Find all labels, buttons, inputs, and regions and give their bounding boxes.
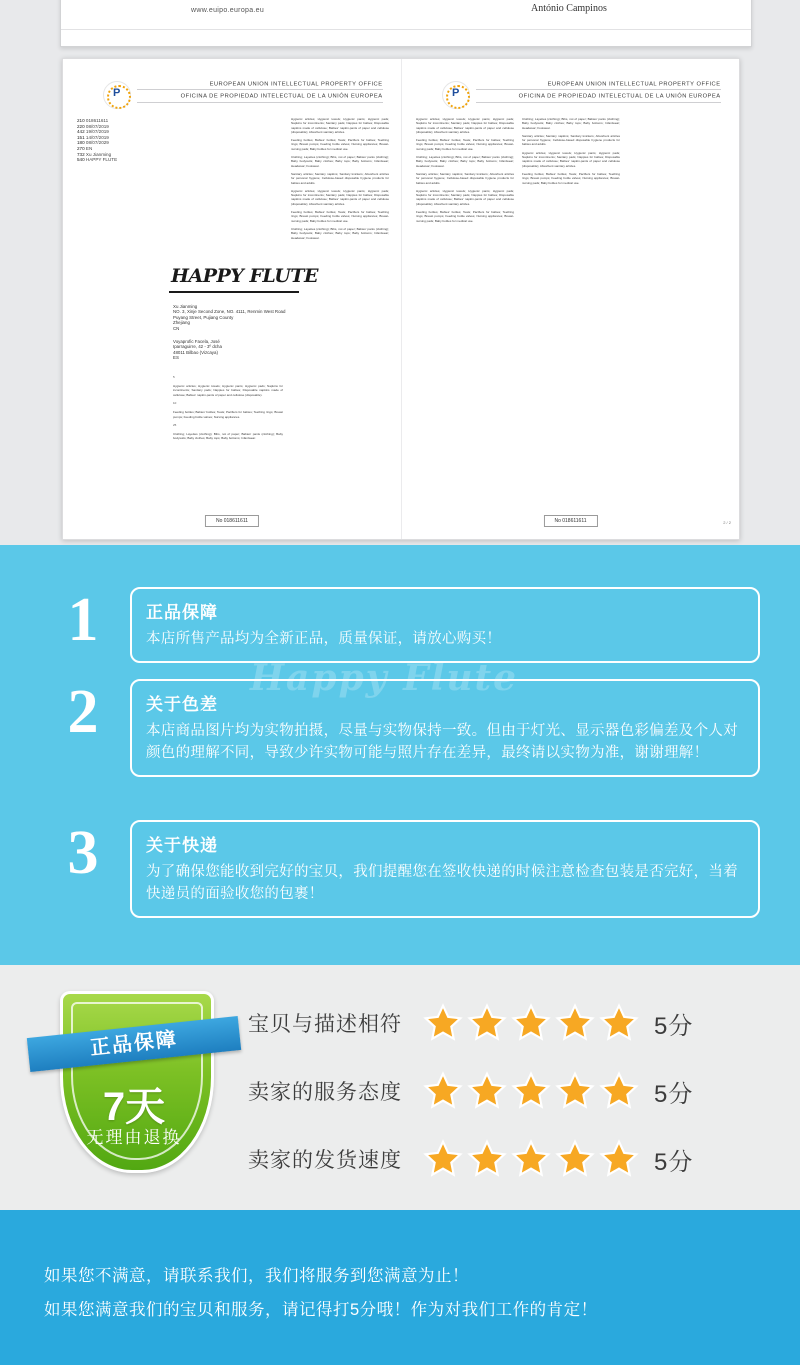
rating-score: 5分 <box>654 1080 694 1108</box>
address-line: NO. 3, Xinje Second Zone, NO. 4111, Renmin West Road <box>173 309 286 315</box>
trademark-brand: HAPPY FLUTE <box>171 265 318 287</box>
certificate-body-column <box>291 117 389 244</box>
star-icon <box>598 1071 640 1111</box>
certificate-body-column <box>416 117 514 227</box>
star-icon <box>554 1071 596 1111</box>
notice-text: 本店所售产品均为全新正品，质量保证，请放心购买！ <box>146 631 502 647</box>
address-line: Xu Jianming <box>173 304 198 310</box>
body-paragraph: Feeding bottles; Babies' bottles; Teats; Pacifiers for babies; Teething rings; Breast pumps; Feeding bottle valves; Nursing appliances; Breast-nursing pads; Baby bottles for medical use. <box>522 171 620 185</box>
certificate-header <box>416 75 725 119</box>
star-icon <box>510 1139 552 1179</box>
return-days: 7天 <box>102 1085 166 1129</box>
euipo-url: www.euipo.europa.eu <box>191 7 265 14</box>
certificate-number-badge: No 018611611 <box>543 515 597 527</box>
notice-box <box>130 587 760 663</box>
class-number: 5 <box>173 375 175 379</box>
page-number: 2 / 2 <box>723 520 731 525</box>
body-paragraph: Sanitary articles; Sanitary napkins; Sanitary knickers; Absorbent articles for personal hygiene; Cellulose-based disposable hygiene products for babies and adults. <box>416 171 514 185</box>
return-policy-label: 无理由退换 <box>86 1128 182 1147</box>
certificate-body-column <box>522 117 620 189</box>
class-text: Clothing; Layettes (clothing); Bibs, not of paper; Babies' pants (clothing); Baby bodysuits; Baby clothes; Baby tops; Baby bottoms; Infantwear. <box>173 432 283 441</box>
certificate-page-right <box>401 59 739 539</box>
body-paragraph: Feeding bottles; Babies' bottles; Teats; Pacifiers for babies; Teething rings; Breast pumps; Feeding bottle valves; Nursing appliances; Breast-nursing pads; Baby bottles for medical use. <box>416 210 514 223</box>
notice-box <box>130 679 760 777</box>
footer-text-line-1: 如果您不满意，请联系我们，我们将服务到您满意为止！ <box>44 1267 469 1285</box>
body-paragraph: Feeding bottles; Babies' bottles; Teats; Pacifiers for babies; Teething rings; Breast pumps; Feeding bottle valves; Nursing appliances; Breast-nursing pads; Baby bottles for medical use. <box>291 138 389 151</box>
body-paragraph: Clothing; Layettes (clothing); Bibs, not of paper; Babies' pants (clothing); Baby bodysuits; Baby clothes; Baby tops; Baby bottoms; Infantwear; Headwear; Footwear. <box>291 226 389 240</box>
certificate-spread <box>62 58 740 540</box>
certificate-top-page <box>60 0 752 47</box>
star-rating <box>422 1003 640 1043</box>
certificate-office-names <box>181 80 383 105</box>
notice-number: 2 <box>67 678 99 746</box>
star-icon <box>598 1003 640 1043</box>
address-line: Zhejiang <box>173 320 190 326</box>
notice-number: 1 <box>67 586 99 654</box>
body-paragraph: Hygienic articles; Hygienic towels; Hygienic pants; Hygienic pads; Napkins for incontinents; Sanitary pads; Nappies for babies; Disposable napkins made of cellulose; Babies' napkin-pants of paper and cellulose (disposable); Absorbent sanitary articles. <box>522 150 620 168</box>
class-text: Hygienic articles; Hygienic towels; Hygienic pants; Hygienic pads; Napkins for incontinents; Sanitary pads; Nappies for babies; Disposable napkins made of cellulose; Babies' napkin-pants of paper and cellulose (disposable). <box>173 384 283 397</box>
body-paragraph: Feeding bottles; Babies' bottles; Teats; Pacifiers for babies; Teething rings; Breast pumps; Feeding bottle valves; Nursing appliances; Breast-nursing pads; Baby bottles for medical use. <box>291 210 389 223</box>
notice-section <box>0 545 800 965</box>
notice-box <box>130 820 760 918</box>
notice-title: 关于快递 <box>146 836 218 855</box>
body-paragraph: Hygienic articles; Hygienic towels; Hygienic pants; Hygienic pads; Napkins for incontinents; Sanitary pads; Nappies for babies; Disposable napkins made of cellulose; Babies' napkin-pants of paper and cellulose (disposable); Absorbent sanitary articles. <box>291 188 389 206</box>
brand-watermark: Happy Flute <box>250 657 519 699</box>
star-icon <box>422 1003 464 1043</box>
notice-text: 为了确保您能收到完好的宝贝，我们提醒您在签收快递的时候注意检查包装是否完好，当着快递员的面验收您的包裹！ <box>146 864 738 902</box>
rep-line: ES <box>173 355 179 361</box>
rating-row <box>248 1057 778 1125</box>
notice-item-3 <box>40 820 760 918</box>
rating-section <box>0 965 800 1210</box>
rating-row <box>248 989 778 1057</box>
rep-line: 48011 Bilbao (Vizcaya) <box>173 350 218 356</box>
office-name-es: OFICINA DE PROPIEDAD INTELECTUAL DE LA UNIÓN EUROPEA <box>519 92 721 99</box>
rating-label: 卖家的服务态度 <box>248 1081 402 1104</box>
nice-classification-list <box>173 375 283 445</box>
rep-line: Iparraguirre, 42 - 3º dcha <box>173 344 222 350</box>
body-paragraph: Clothing; Layettes (clothing); Bibs, not of paper; Babies' pants (clothing); Baby bodysuits; Baby clothes; Baby tops; Baby bottoms; Infantwear; Headwear; Footwear. <box>416 155 514 168</box>
rating-label: 卖家的发货速度 <box>248 1149 402 1172</box>
certificate-section <box>0 0 800 545</box>
rep-line: Voyaprofic Facela, José <box>173 339 220 345</box>
body-paragraph: Hygienic articles; Hygienic towels; Hygienic pants; Hygienic pads; Napkins for incontinents; Sanitary pads; Nappies for babies; Disposable napkins made of cellulose; Babies' napkin-pants of paper and cellulose (disposable); Absorbent sanitary articles. <box>416 117 514 134</box>
rating-label: 宝贝与描述相符 <box>248 1013 402 1036</box>
star-icon <box>466 1003 508 1043</box>
body-paragraph: Hygienic articles; Hygienic towels; Hygienic pants; Hygienic pads; Napkins for incontinents; Sanitary pads; Nappies for babies; Disposable napkins made of cellulose; Babies' napkin-pants of paper and cellulose (disposable); Absorbent sanitary articles. <box>291 117 389 134</box>
office-name-es: OFICINA DE PROPIEDAD INTELECTUAL DE LA UNIÓN EUROPEA <box>181 92 383 99</box>
star-icon <box>466 1139 508 1179</box>
certificate-office-names <box>519 80 721 105</box>
rating-score: 5分 <box>654 1012 694 1040</box>
certificate-number-badge: No 018611611 <box>205 515 259 527</box>
signer-name: António Campinos <box>531 3 607 14</box>
star-icon <box>422 1139 464 1179</box>
guarantee-shield-badge <box>34 983 234 1183</box>
meta-row: 270 EN <box>77 145 93 152</box>
notice-item-2 <box>40 679 760 777</box>
notice-text: 本店商品图片均为实物拍摄，尽量与实物保持一致。但由于灯光、显示器色彩偏差及个人对颜色的理解不同，导致少许实物可能与照片存在差异，最终请以实物为准，谢谢理解！ <box>146 723 738 761</box>
euipo-logo-icon: P <box>442 81 470 109</box>
body-paragraph: Feeding bottles; Babies' bottles; Teats; Pacifiers for babies; Teething rings; Breast pumps; Feeding bottle valves; Nursing appliances; Breast-nursing pads; Baby bottles for medical use. <box>416 138 514 151</box>
meta-row: 442 19/07/2019 <box>77 129 109 135</box>
office-name-en: EUROPEAN UNION INTELLECTUAL PROPERTY OFFICE <box>210 80 383 87</box>
class-text: Feeding bottles; Babies' bottles; Teats; Pacifiers for babies; Teething rings; Breast pumps; Feeding bottle valves; Nursing appliances. <box>173 410 283 419</box>
meta-row: 151 14/07/2019 <box>77 134 109 141</box>
meta-row: 732 Xu Jianming <box>77 151 112 157</box>
body-paragraph: Hygienic articles; Hygienic towels; Hygienic pants; Hygienic pads; Napkins for incontinents; Sanitary pads; Nappies for babies; Disposable napkins made of cellulose; Babies' napkin-pants of paper and cellulose (disposable); Absorbent sanitary articles. <box>416 188 514 206</box>
body-paragraph: Clothing; Layettes (clothing); Bibs, not of paper; Babies' pants (clothing); Baby bodysuits; Baby clothes; Baby tops; Baby bottoms; Infantwear; Headwear; Footwear. <box>522 117 620 130</box>
meta-row: 210 018611611 <box>77 118 109 124</box>
euipo-logo-icon: P <box>103 81 131 109</box>
star-rating <box>422 1071 640 1111</box>
rating-row <box>248 1125 778 1193</box>
star-icon <box>554 1139 596 1179</box>
notice-title: 正品保障 <box>146 603 218 622</box>
ribbon-label: 正品保障 <box>89 1028 179 1060</box>
rating-score: 5分 <box>654 1148 694 1176</box>
divider <box>61 29 751 30</box>
star-icon <box>554 1003 596 1043</box>
class-number: 25 <box>173 423 177 428</box>
class-number: 10 <box>173 401 177 406</box>
body-paragraph: Sanitary articles; Sanitary napkins; Sanitary knickers; Absorbent articles for personal hygiene; Cellulose-based disposable hygiene products for babies and adults. <box>291 171 389 185</box>
address-line: Puyang Street, Pujiang County <box>173 315 234 321</box>
star-icon <box>422 1071 464 1111</box>
notice-number: 3 <box>67 819 99 887</box>
star-rating <box>422 1139 640 1179</box>
body-paragraph: Sanitary articles; Sanitary napkins; Sanitary knickers; Absorbent articles for personal hygiene; Cellulose-based disposable hygiene products for babies and adults. <box>522 133 620 147</box>
star-icon <box>598 1139 640 1179</box>
body-paragraph: Clothing; Layettes (clothing); Bibs, not of paper; Babies' pants (clothing); Baby bodysuits; Baby clothes; Baby tops; Baby bottoms; Infantwear; Headwear; Footwear. <box>291 155 389 168</box>
divider <box>169 291 299 293</box>
address-line: CN <box>173 325 180 332</box>
star-icon <box>466 1071 508 1111</box>
certificate-page-left <box>63 59 401 539</box>
star-icon <box>510 1071 552 1111</box>
owner-address <box>173 304 286 362</box>
rating-rows <box>248 989 778 1193</box>
office-name-en: EUROPEAN UNION INTELLECTUAL PROPERTY OFFICE <box>548 80 721 87</box>
certificate-header <box>77 75 387 119</box>
notice-title: 关于色差 <box>146 695 218 714</box>
footer-section <box>0 1210 800 1365</box>
meta-row: 540 HAPPY FLUTE <box>77 157 118 163</box>
notice-item-1 <box>40 587 760 663</box>
certificate-meta-list <box>77 119 133 164</box>
meta-row: 220 08/07/2019 <box>77 123 109 130</box>
meta-row: 180 08/07/2029 <box>77 140 109 146</box>
footer-text-line-2: 如果您满意我们的宝贝和服务，请记得打5分哦！作为对我们工作的肯定！ <box>44 1301 598 1319</box>
star-icon <box>510 1003 552 1043</box>
